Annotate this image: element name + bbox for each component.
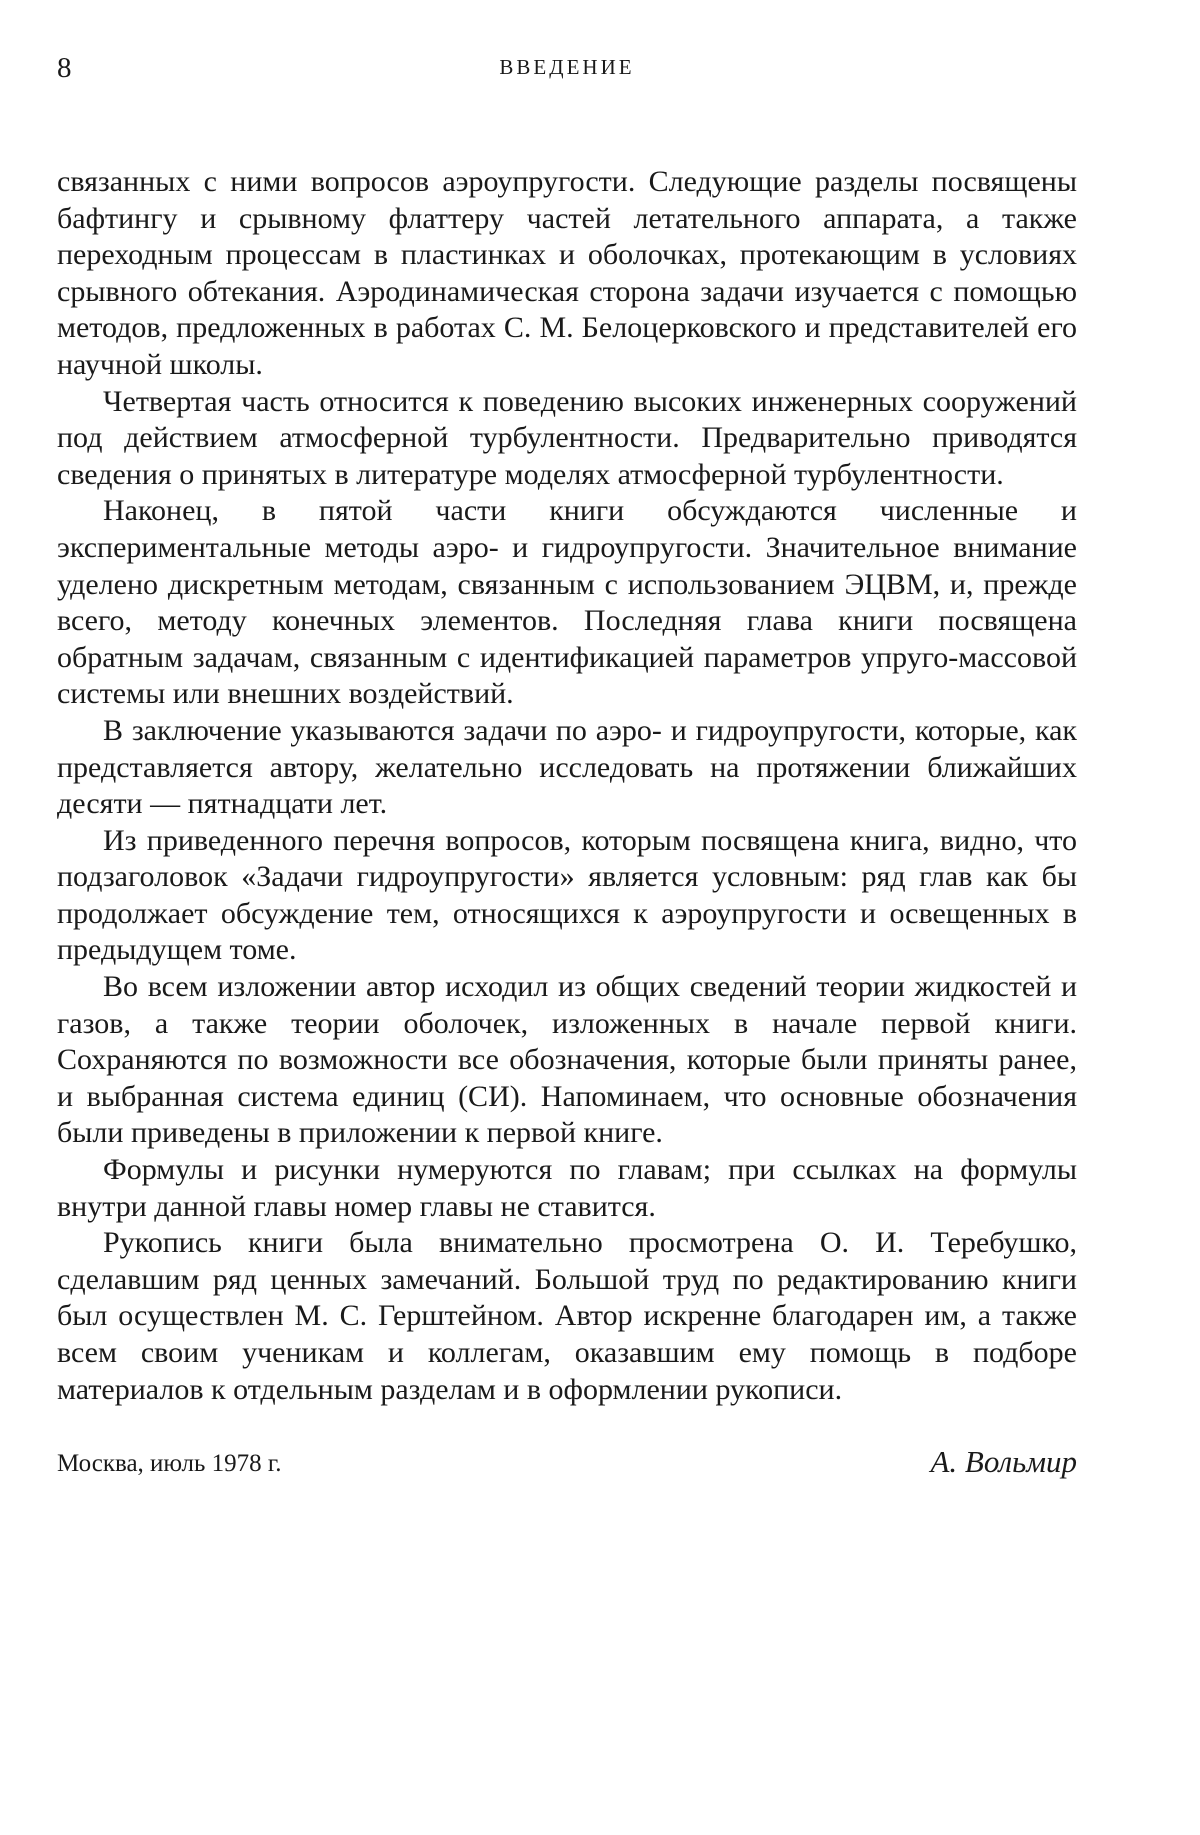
paragraph: Рукопись книги была внимательно просмотрена О. И. Теребушко, сделавшим ряд ценных замечаний. Большой труд по редактированию книги был осуществлен М. С. Герштейном. Автор искренне благодарен им, а также всем своим ученикам и коллегам, оказавшим ему помощь в подборе материалов к отдельным разделам и в оформлении рукописи.: [57, 1226, 1077, 1406]
paragraph: В заключение указываются задачи по аэро- и гидроупругости, которые, как представляется автору, желательно исследовать на протяжении ближайших десяти — пятнадцати лет.: [57, 713, 1077, 821]
author-name: А. Вольмир: [930, 1444, 1077, 1480]
body-text: [57, 164, 1077, 1408]
book-page: [57, 40, 1077, 1488]
page-number: 8: [57, 52, 72, 84]
paragraph: Наконец, в пятой части книги обсуждаются численные и экспериментальные методы аэро- и гидроупругости. Значительное внимание уделено дискретным методам, связанным с использованием ЭЦВМ, и, прежде всего, методу конечных элементов. Последняя глава книги посвящена обратным задачам, связанным с идентификацией параметров упруго-массовой системы или внешних воздействий.: [57, 494, 1077, 711]
paragraph: Четвертая часть относится к поведению высоких инженерных сооружений под действием атмосферной турбулентности. Предварительно приводятся сведения о принятых в литературе моделях атмосферной турбулентности.: [57, 384, 1077, 491]
place-date: Москва, июль 1978 г.: [57, 1450, 282, 1478]
paragraph: связанных с ними вопросов аэроупругости. Следующие разделы посвящены бафтингу и срывному флаттеру частей летательного аппарата, а также переходным процессам в пластинках и оболочках, протекающим в условиях срывного обтекания. Аэродинамическая сторона задачи изучается с помощью методов, предложенных в работах С. М. Белоцерковского и представителей его научной школы.: [57, 165, 1077, 381]
paragraph: Формулы и рисунки нумеруются по главам; при ссылках на формулы внутри данной главы номер главы не ставится.: [57, 1153, 1077, 1223]
paragraph: Во всем изложении автор исходил из общих сведений теории жидкостей и газов, а также теории оболочек, изложенных в начале первой книги. Сохраняются по возможности все обозначения, которые были приняты ранее, и выбранная система единиц (СИ). Напоминаем, что основные обозначения были приведены в приложении к первой книге.: [57, 970, 1077, 1150]
signature-row: [57, 1444, 1077, 1488]
section-title: ВВЕДЕНИЕ: [499, 55, 635, 79]
paragraph: Из приведенного перечня вопросов, которым посвящена книга, видно, что подзаголовок «Задачи гидроупругости» является условным: ряд глав как бы продолжает обсуждение тем, относящихся к аэроупругости и освещенных в предыдущем томе.: [57, 823, 1077, 967]
running-head: [57, 40, 1077, 84]
